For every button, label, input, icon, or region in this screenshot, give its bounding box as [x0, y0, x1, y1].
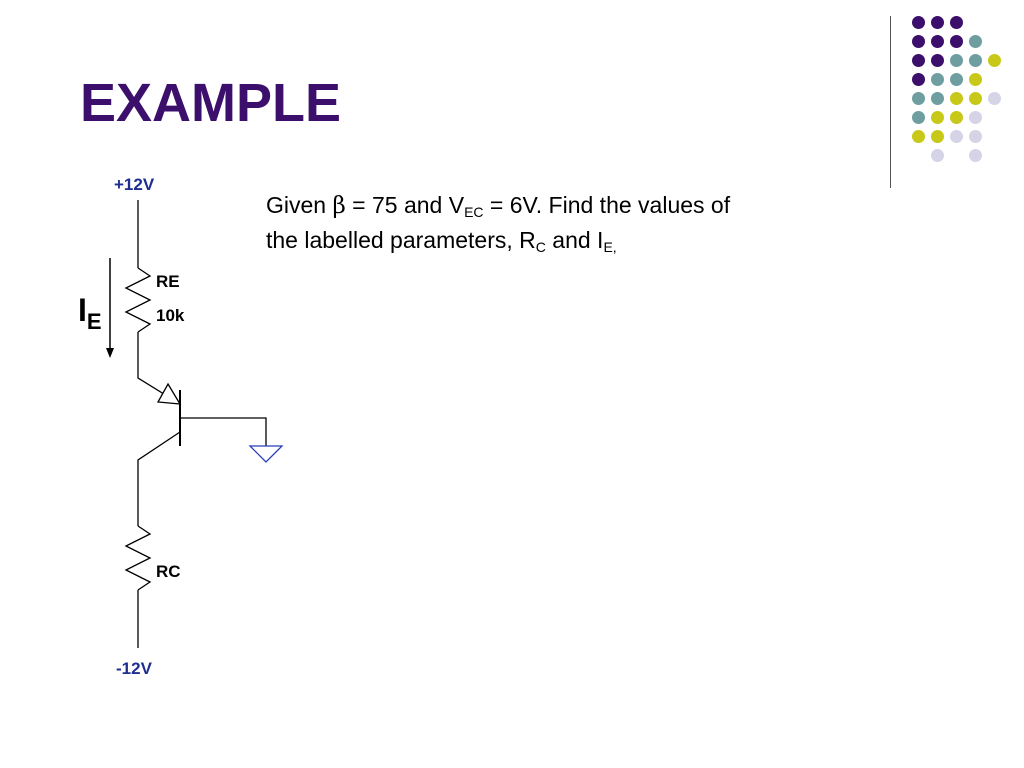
ground-symbol [250, 446, 282, 462]
ie-subscript-text: E, [603, 239, 617, 255]
rc-subscript: C [535, 239, 546, 255]
desc-part1: Given [266, 192, 333, 218]
supply-bottom-label: -12V [116, 659, 152, 678]
ie-subscript: E [86, 309, 102, 334]
resistor-rc-symbol [126, 526, 150, 590]
slide-title: EXAMPLE [80, 73, 342, 133]
desc-part3: = 6V. Find the values of the labelled parameters, R [266, 192, 731, 253]
resistor-rc-label: RC [156, 562, 181, 581]
wire-collector [138, 432, 180, 526]
resistor-re-symbol [126, 268, 150, 332]
current-arrow-head [106, 348, 114, 358]
problem-statement [266, 188, 766, 257]
beta-symbol: β [332, 193, 346, 219]
supply-top-label: +12V [114, 175, 155, 194]
desc-part4: and I [545, 227, 604, 253]
resistor-re-label: RE [156, 272, 180, 291]
wire-base [180, 418, 266, 446]
desc-part2: = 75 and V [345, 192, 465, 218]
vec-subscript: EC [464, 204, 484, 220]
ie-main: I [78, 292, 87, 328]
emitter-arrow [158, 384, 180, 404]
emitter-current-label [78, 292, 102, 334]
resistor-re-value: 10k [156, 306, 185, 325]
